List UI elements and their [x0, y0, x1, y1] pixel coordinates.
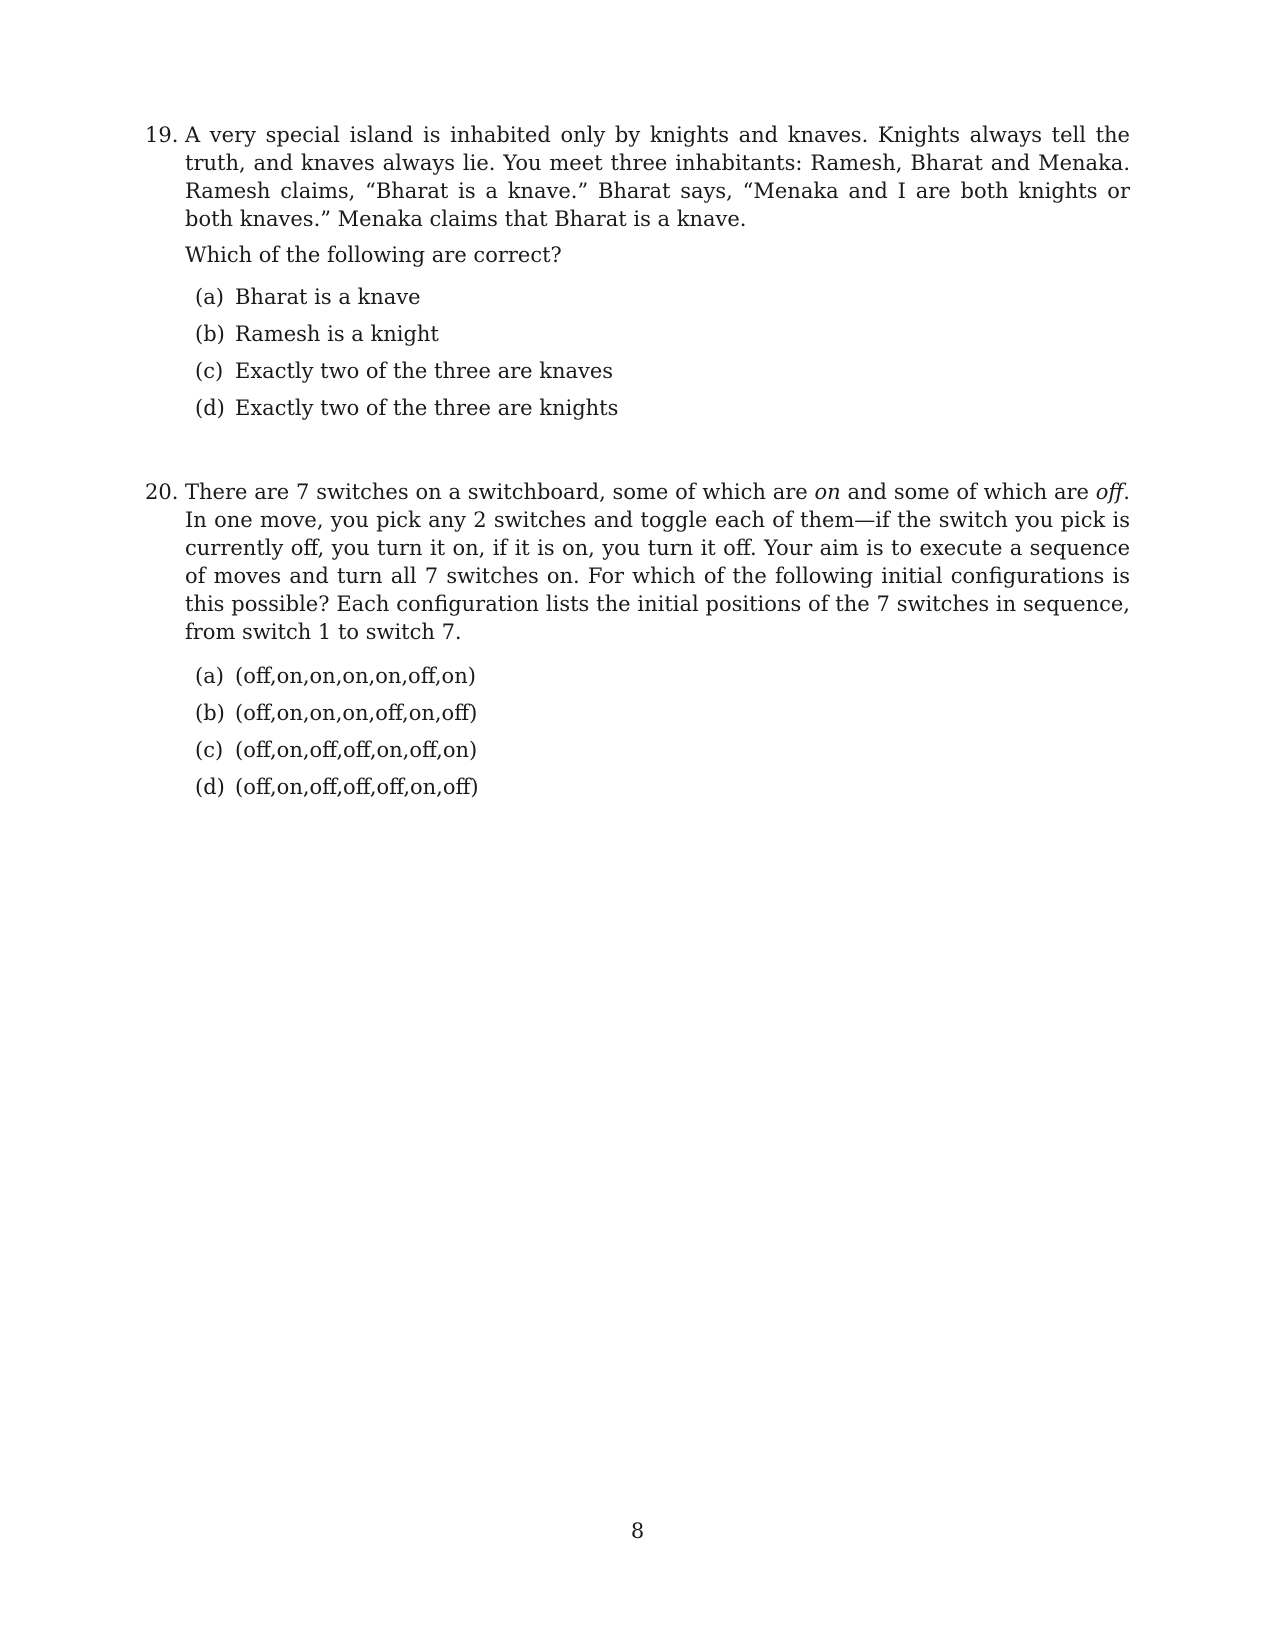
question-prompt: Which of the following are correct? — [185, 243, 562, 267]
option-text: Exactly two of the three are knaves — [235, 359, 614, 383]
option-b — [195, 699, 1130, 736]
text-segment: . In one move, you pick any 2 switches and toggle each of them—if the switch you pick is currently off, you turn it on, if it is on, you turn it off. Your aim is to execute a sequence of moves and turn all 7 switches on. For which of the following initial configurations is this possible? Each configuration lists the initial positions of the 7 switches in sequence, from switch 1 to switch 7. — [185, 480, 1130, 644]
option-text: (off,on,on,on,off,on,off) — [235, 701, 478, 725]
emphasis-off: off — [1095, 480, 1124, 504]
question-text — [185, 478, 1130, 646]
option-text: (off,on,on,on,on,off,on) — [235, 664, 476, 688]
options-list — [195, 283, 1130, 431]
option-label: (a) — [195, 285, 224, 309]
option-a — [195, 662, 1130, 699]
option-text: Exactly two of the three are knights — [235, 396, 619, 420]
option-label: (a) — [195, 664, 224, 688]
option-label: (b) — [195, 322, 225, 346]
question-20 — [145, 478, 1130, 810]
question-19 — [145, 121, 1130, 431]
question-number: 19. — [145, 123, 179, 147]
options-list — [195, 662, 1130, 810]
option-label: (d) — [195, 396, 225, 420]
option-d — [195, 773, 1130, 810]
option-c — [195, 736, 1130, 773]
option-label: (c) — [195, 359, 224, 383]
option-label: (d) — [195, 775, 225, 799]
option-text: Ramesh is a knight — [235, 322, 439, 346]
option-c — [195, 357, 1130, 394]
emphasis-on: on — [814, 480, 841, 504]
text-segment: and some of which are — [840, 480, 1096, 504]
option-d — [195, 394, 1130, 431]
option-label: (b) — [195, 701, 225, 725]
option-label: (c) — [195, 738, 224, 762]
text-segment: There are 7 switches on a switchboard, some of which are — [185, 480, 815, 504]
option-text: (off,on,off,off,on,off,on) — [235, 738, 478, 762]
question-body — [185, 121, 1130, 431]
page-number: 8 — [630, 1519, 645, 1543]
question-body — [185, 478, 1130, 810]
option-text: (off,on,off,off,off,on,off) — [235, 775, 479, 799]
option-b — [195, 320, 1130, 357]
option-text: Bharat is a knave — [235, 285, 421, 309]
question-text: A very special island is inhabited only by knights and knaves. Knights always tell the truth, and knaves always lie. You meet three inhabitants: Ramesh, Bharat and Menaka. Ramesh claims, “Bharat is a knave.” Bharat says, “Menaka and I are both knights or both knaves.” Menaka claims that Bharat is a knave. — [185, 123, 1130, 231]
option-a — [195, 283, 1130, 320]
question-number: 20. — [145, 480, 179, 504]
